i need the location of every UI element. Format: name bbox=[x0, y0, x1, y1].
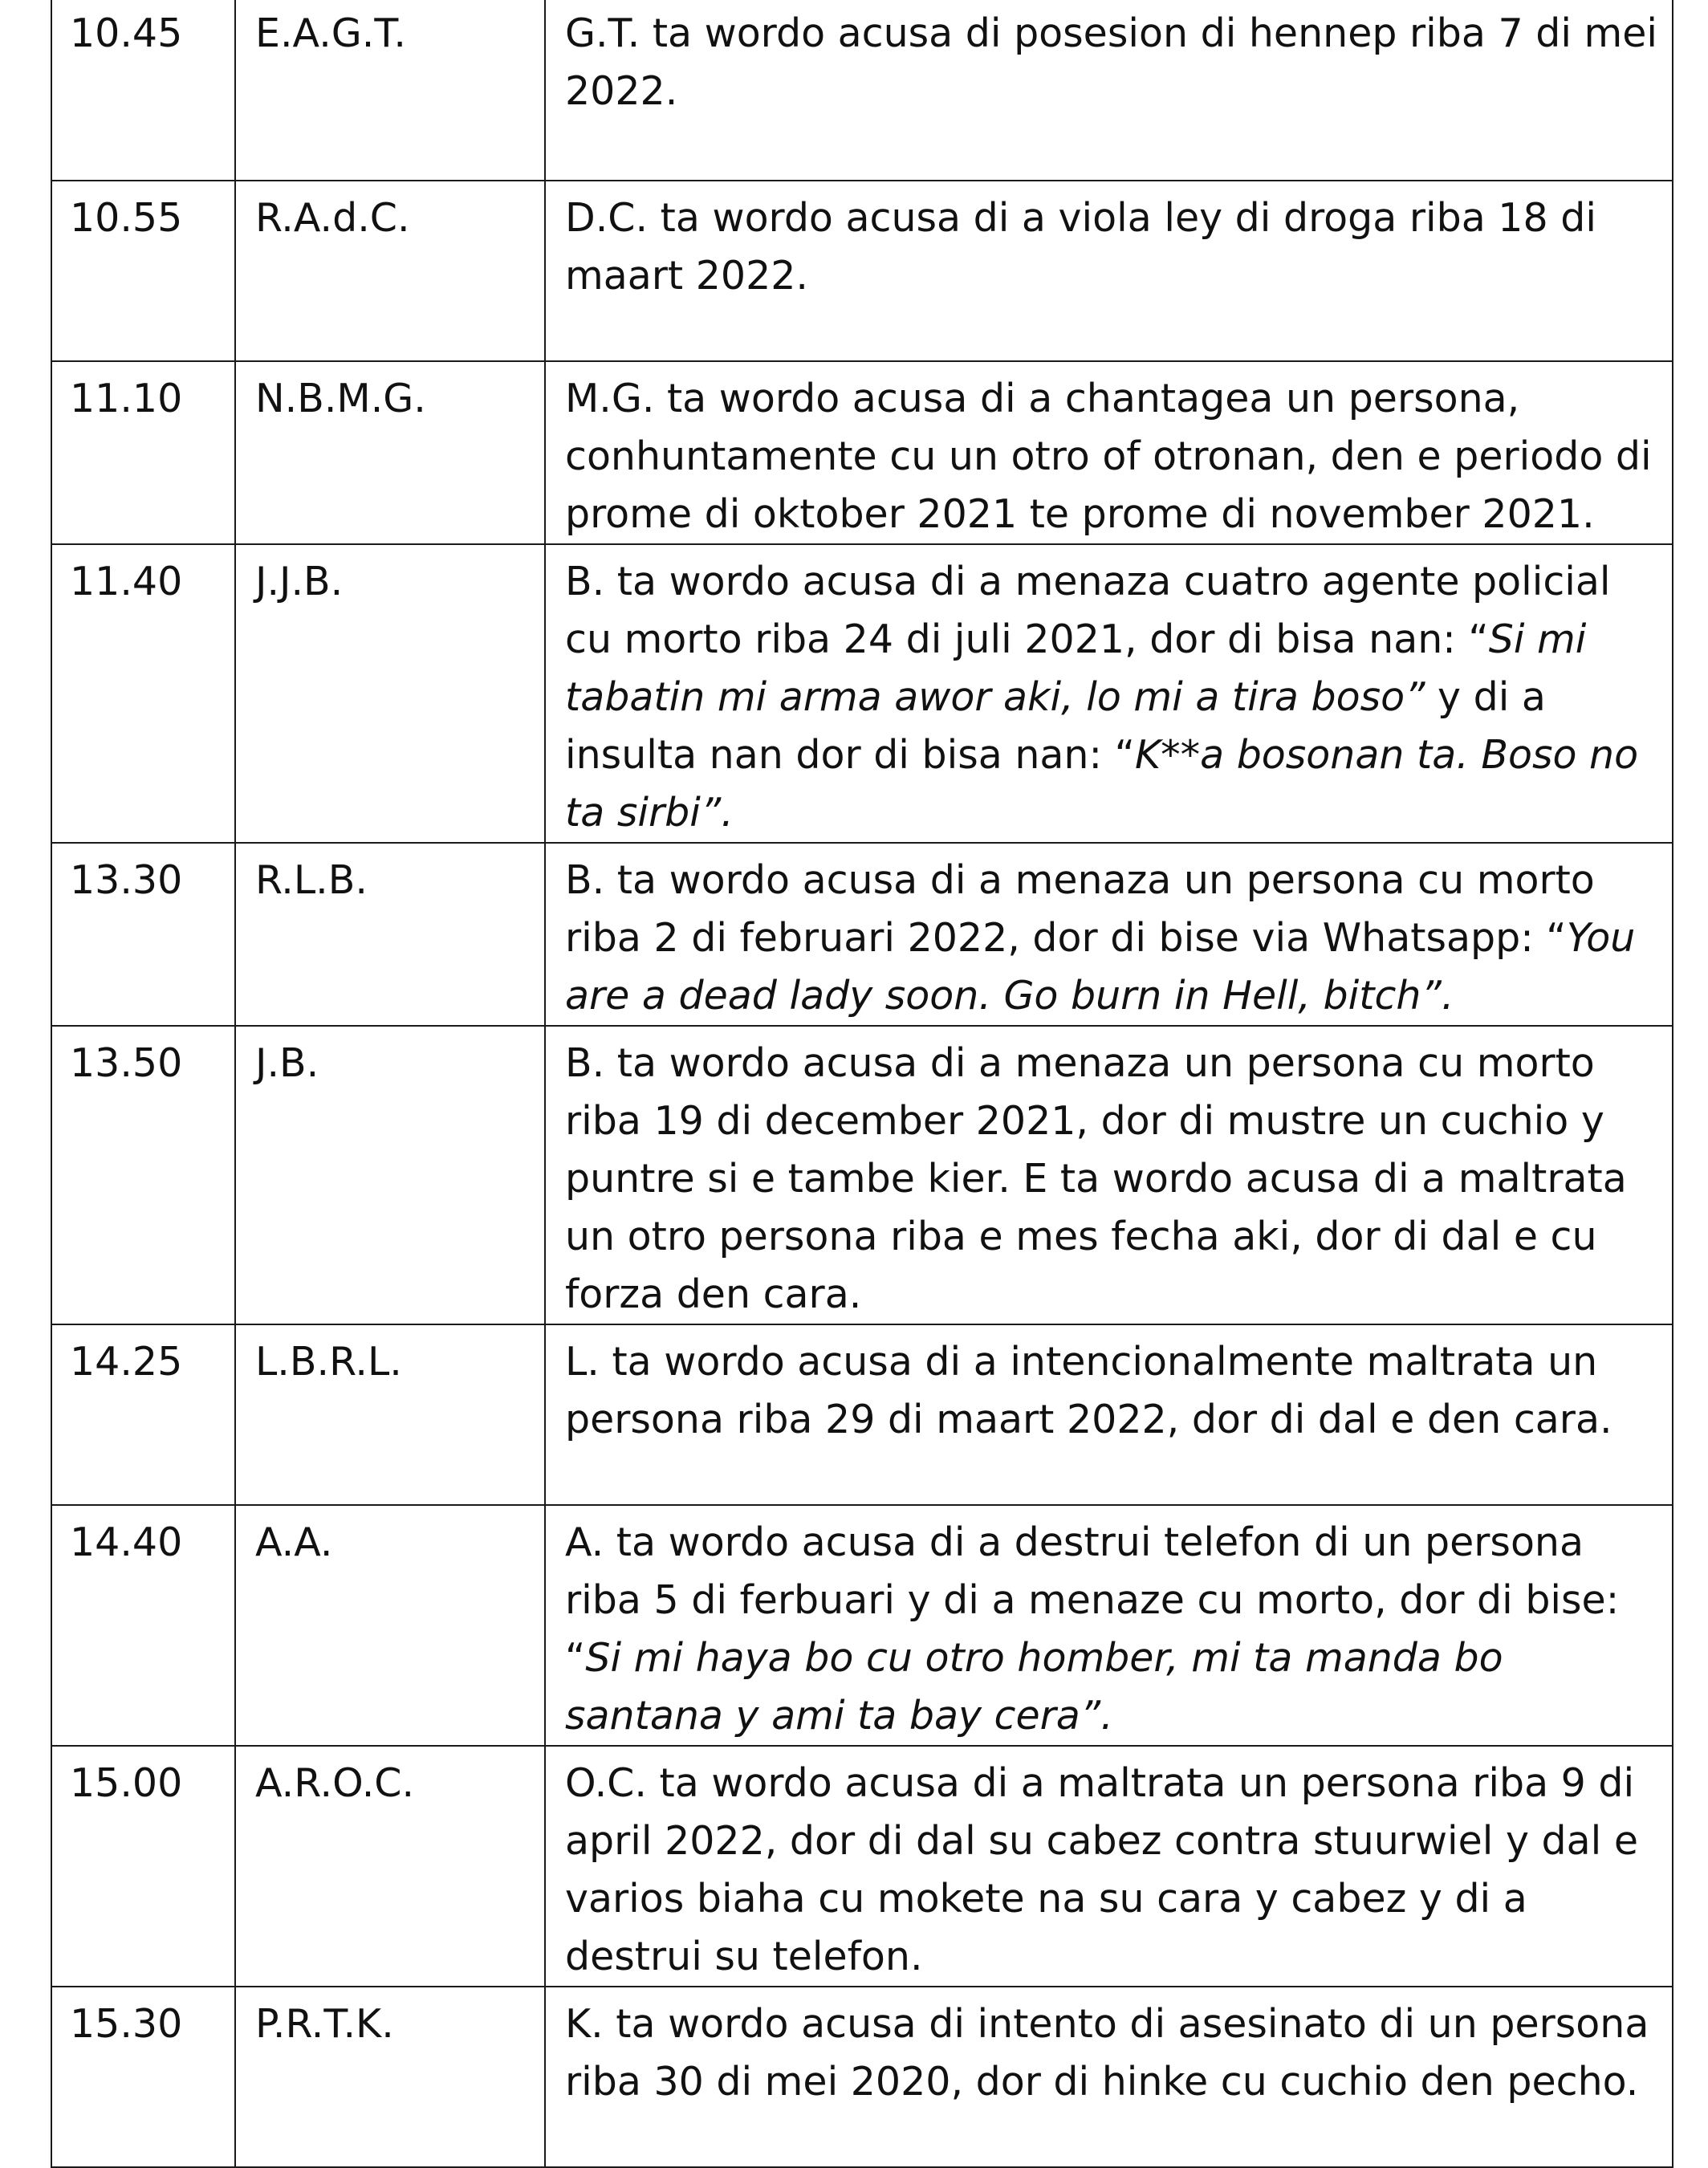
charge-text: K. ta wordo acusa di intento di asesinato di un persona riba 30 di mei 2020, dor di hinke cu cuchio den pecho. bbox=[565, 2001, 1649, 2105]
hearing-time: 13.30 bbox=[51, 843, 235, 1026]
quoted-statement: K**a bosonan ta. Boso no ta sirbi”. bbox=[565, 732, 1639, 836]
charge-text: y di a insulta nan dor di bisa nan: “ bbox=[565, 674, 1546, 778]
defendant-initials: P.R.T.K. bbox=[235, 1987, 545, 2167]
table-row bbox=[51, 1746, 1673, 1987]
charge-description bbox=[545, 843, 1673, 1026]
hearing-time: 13.50 bbox=[51, 1026, 235, 1324]
defendant-initials: A.A. bbox=[235, 1505, 545, 1746]
charge-text: B. ta wordo acusa di a menaza cuatro agente policial cu morto riba 24 di juli 2021, dor di bisa nan: “ bbox=[565, 559, 1611, 662]
charge-text: A. ta wordo acusa di a destrui telefon di un persona riba 5 di ferbuari y di a menaze cu morto, dor di bise: “ bbox=[565, 1519, 1620, 1681]
charge-description bbox=[545, 0, 1673, 181]
defendant-initials: A.R.O.C. bbox=[235, 1746, 545, 1987]
charge-description bbox=[545, 544, 1673, 843]
hearing-time: 15.00 bbox=[51, 1746, 235, 1987]
hearing-time: 10.45 bbox=[51, 0, 235, 181]
charge-text: O.C. ta wordo acusa di a maltrata un persona riba 9 di april 2022, dor di dal su cabez contra stuurwiel y dal e varios biaha cu mokete na su cara y cabez y di a destrui su telefon. bbox=[565, 1760, 1639, 1979]
hearing-schedule-table bbox=[51, 0, 1673, 2168]
charge-text: L. ta wordo acusa di a intencionalmente maltrata un persona riba 29 di maart 2022, dor di dal e den cara. bbox=[565, 1339, 1612, 1442]
charge-text: M.G. ta wordo acusa di a chantagea un persona, conhuntamente cu un otro of otronan, den e periodo di prome di oktober 2021 te prome di november 2021. bbox=[565, 376, 1652, 537]
charge-text: B. ta wordo acusa di a menaza un persona cu morto riba 19 di december 2021, dor di mustre un cuchio y puntre si e tambe kier. E ta wordo acusa di a maltrata un otro persona riba e mes fecha aki, dor di dal e cu forza den cara. bbox=[565, 1040, 1627, 1317]
charge-description bbox=[545, 361, 1673, 544]
hearing-time: 15.30 bbox=[51, 1987, 235, 2167]
table-row bbox=[51, 1026, 1673, 1324]
table-row bbox=[51, 544, 1673, 843]
charge-description bbox=[545, 181, 1673, 361]
table-row bbox=[51, 0, 1673, 181]
defendant-initials: N.B.M.G. bbox=[235, 361, 545, 544]
quoted-statement: Si mi haya bo cu otro homber, mi ta manda bo santana y ami ta bay cera”. bbox=[565, 1635, 1503, 1739]
hearing-time: 14.40 bbox=[51, 1505, 235, 1746]
hearing-time: 10.55 bbox=[51, 181, 235, 361]
charge-text: D.C. ta wordo acusa di a viola ley di droga riba 18 di maart 2022. bbox=[565, 195, 1596, 299]
quoted-statement: Si mi tabatin mi arma awor aki, lo mi a tira boso” bbox=[565, 616, 1587, 720]
hearing-time: 11.10 bbox=[51, 361, 235, 544]
table-row bbox=[51, 1505, 1673, 1746]
defendant-initials: R.A.d.C. bbox=[235, 181, 545, 361]
defendant-initials: J.J.B. bbox=[235, 544, 545, 843]
table-row bbox=[51, 843, 1673, 1026]
table-row bbox=[51, 1987, 1673, 2167]
defendant-initials: R.L.B. bbox=[235, 843, 545, 1026]
charge-text: B. ta wordo acusa di a menaza un persona cu morto riba 2 di februari 2022, dor di bise via Whatsapp: “ bbox=[565, 857, 1595, 961]
hearing-time: 11.40 bbox=[51, 544, 235, 843]
defendant-initials: E.A.G.T. bbox=[235, 0, 545, 181]
charge-description bbox=[545, 1987, 1673, 2167]
charge-description bbox=[545, 1746, 1673, 1987]
hearing-time: 14.25 bbox=[51, 1324, 235, 1505]
table-row bbox=[51, 1324, 1673, 1505]
quoted-statement: You are a dead lady soon. Go burn in Hell, bitch”. bbox=[565, 915, 1636, 1019]
defendant-initials: L.B.R.L. bbox=[235, 1324, 545, 1505]
charge-description bbox=[545, 1324, 1673, 1505]
defendant-initials: J.B. bbox=[235, 1026, 545, 1324]
table-row bbox=[51, 361, 1673, 544]
charge-description bbox=[545, 1026, 1673, 1324]
table-row bbox=[51, 181, 1673, 361]
charge-description bbox=[545, 1505, 1673, 1746]
charge-text: G.T. ta wordo acusa di posesion di hennep riba 7 di mei 2022. bbox=[565, 10, 1658, 114]
